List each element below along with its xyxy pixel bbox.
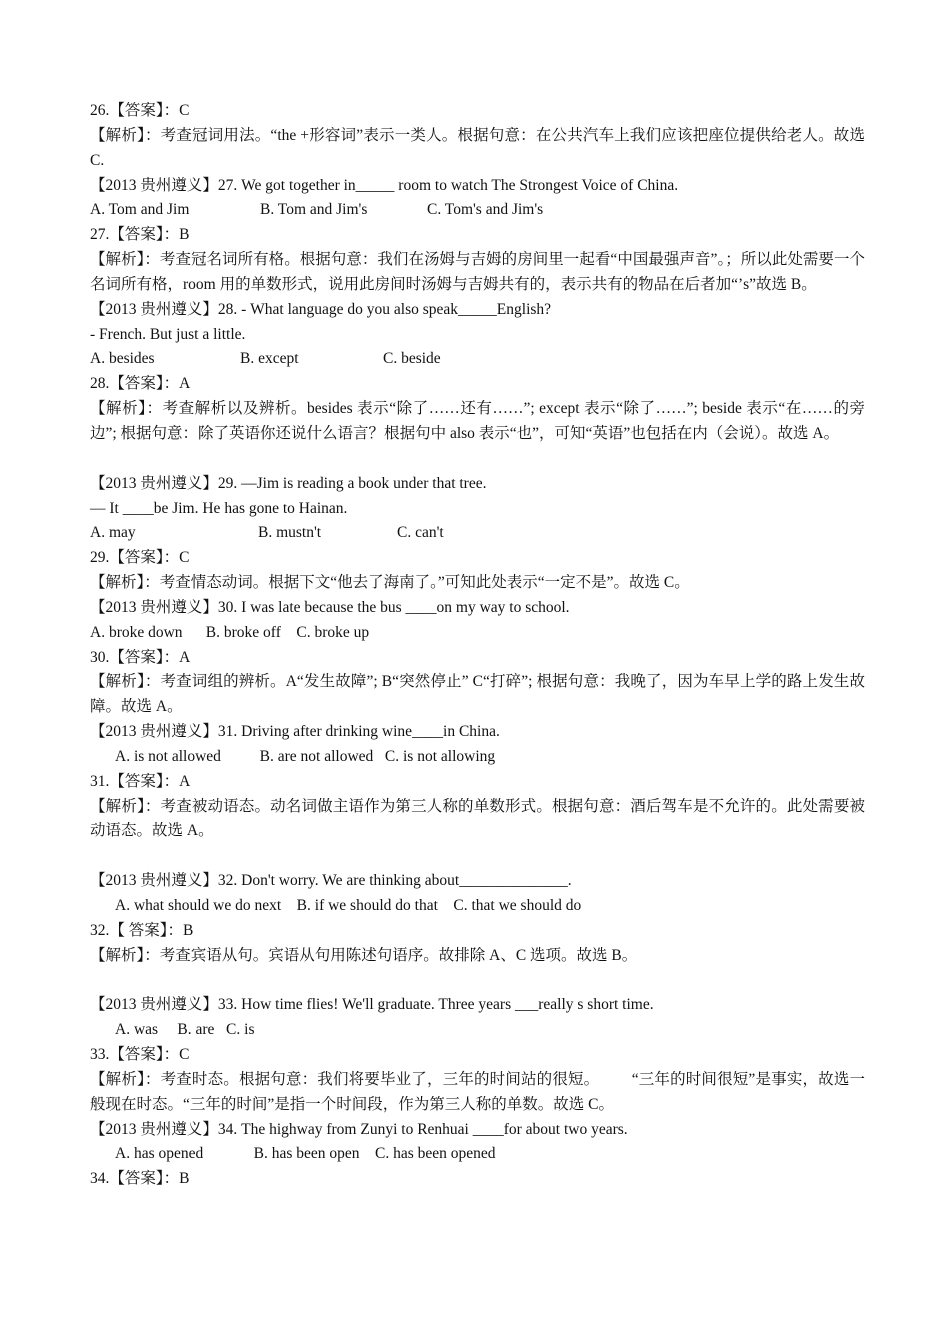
option-29-a: A. may xyxy=(90,524,136,542)
answer-33: 33.【答案】：C xyxy=(90,1046,190,1064)
option-28-a: A. besides xyxy=(90,350,155,368)
options-33: A. was B. are C. is xyxy=(115,1021,255,1039)
options-28 xyxy=(90,347,865,372)
answer-26: 26.【答案】：C xyxy=(90,102,190,119)
option-27-b: B. Tom and Jim's xyxy=(260,201,368,219)
question-30: 【2013 贵州遵义】30. I was late because the bus ____on my way to school. xyxy=(90,598,570,616)
option-28-c: C. beside xyxy=(383,350,441,368)
question-32: 【2013 贵州遵义】32. Don't worry. We are thinking about______________. xyxy=(90,872,572,890)
explanation-29: 【解析】：考查情态动词。根据下文“他去了海南了。”可知此处表示“一定不是”。故选 C。 xyxy=(90,574,690,592)
question-31: 【2013 贵州遵义】31. Driving after drinking wine____in China. xyxy=(90,723,500,741)
response-28: - French. But just a little. xyxy=(90,325,246,343)
answer-29: 29.【答案】：C xyxy=(90,549,190,567)
option-29-c: C. can't xyxy=(397,524,444,542)
option-27-c: C. Tom's and Jim's xyxy=(427,201,544,219)
options-31: A. is not allowed B. are not allowed C. is not allowing xyxy=(115,747,496,765)
blank-line xyxy=(90,447,865,472)
options-34: A. has opened B. has been open C. has been opened xyxy=(115,1145,496,1163)
explanation-31: 【解析】：考查被动语态。动名词做主语作为第三人称的单数形式。根据句意：酒后驾车是不允许的。此处需要被动语态。故选 A。 xyxy=(90,797,865,840)
answer-28: 28.【答案】：A xyxy=(90,375,191,393)
answer-32: 32.【 答案】：B xyxy=(90,921,194,939)
explanation-30: 【解析】：考查词组的辨析。A“发生故障”; B“突然停止” C“打碎”; 根据句意：我晚了，因为车早上学的路上发生故障。故选 A。 xyxy=(90,673,865,716)
explanation-26: 【解析】：考查冠词用法。“the +形容词”表示一类人。根据句意：在公共汽车上我们应该把座位提供给老人。故选 C. xyxy=(90,126,865,169)
question-33: 【2013 贵州遵义】33. How time flies! We'll graduate. Three years ___really s short time. xyxy=(90,996,654,1014)
explanation-27: 【解析】：考查冠名词所有格。根据句意：我们在汤姆与吉姆的房间里一起看“中国最强声音”。；所以此处需要一个名词所有格，room 用的单数形式，说用此房间时汤姆与吉姆共有的，表示共有的物品在后者加“’s”故选 B。 xyxy=(90,251,865,293)
options-30: A. broke down B. broke off C. broke up xyxy=(90,623,370,641)
options-32: A. what should we do next B. if we should do that C. that we should do xyxy=(115,897,582,914)
answer-30: 30.【答案】：A xyxy=(90,648,191,666)
answer-31: 31.【答案】：A xyxy=(90,772,191,790)
option-27-a: A. Tom and Jim xyxy=(90,201,190,219)
question-34: 【2013 贵州遵义】34. The highway from Zunyi to Renhuai ____for about two years. xyxy=(90,1120,628,1138)
document-page xyxy=(90,99,865,1192)
blank-line xyxy=(90,969,865,994)
question-29: 【2013 贵州遵义】29. —Jim is reading a book under that tree. xyxy=(90,474,487,492)
options-27 xyxy=(90,198,865,223)
explanation-33: 【解析】：考查时态。根据句意：我们将要毕业了，三年的时间站的很短。 “三年的时间很短”是事实，故选一般现在时态。“三年的时间”是指一个时间段，作为第三人称的单数。故选 C。 xyxy=(90,1070,865,1113)
response-29: — It ____be Jim. He has gone to Hainan. xyxy=(90,499,348,517)
option-29-b: B. mustn't xyxy=(258,524,322,542)
question-27: 【2013 贵州遵义】27. We got together in_____ room to watch The Strongest Voice of China. xyxy=(90,176,679,194)
question-28: 【2013 贵州遵义】28. - What language do you also speak_____English? xyxy=(90,300,552,318)
option-28-b: B. except xyxy=(240,350,299,368)
answer-27: 27.【答案】：B xyxy=(90,226,190,244)
explanation-32: 【解析】：考查宾语从句。宾语从句用陈述句语序。故排除 A、C 选项。故选 B。 xyxy=(90,946,638,964)
answer-34: 34.【答案】：B xyxy=(90,1170,190,1188)
explanation-28: 【解析】：考查解析以及辨析。besides 表示“除了……还有……”; except 表示“除了……”; beside 表示“在……的旁边”; 根据句意：除了英语你还说什么语言？根据句中 also 表示“也”，可知“英语”也包括在内（会说）。故选 A。 xyxy=(90,400,865,442)
options-29 xyxy=(90,521,865,546)
blank-line xyxy=(90,844,865,869)
